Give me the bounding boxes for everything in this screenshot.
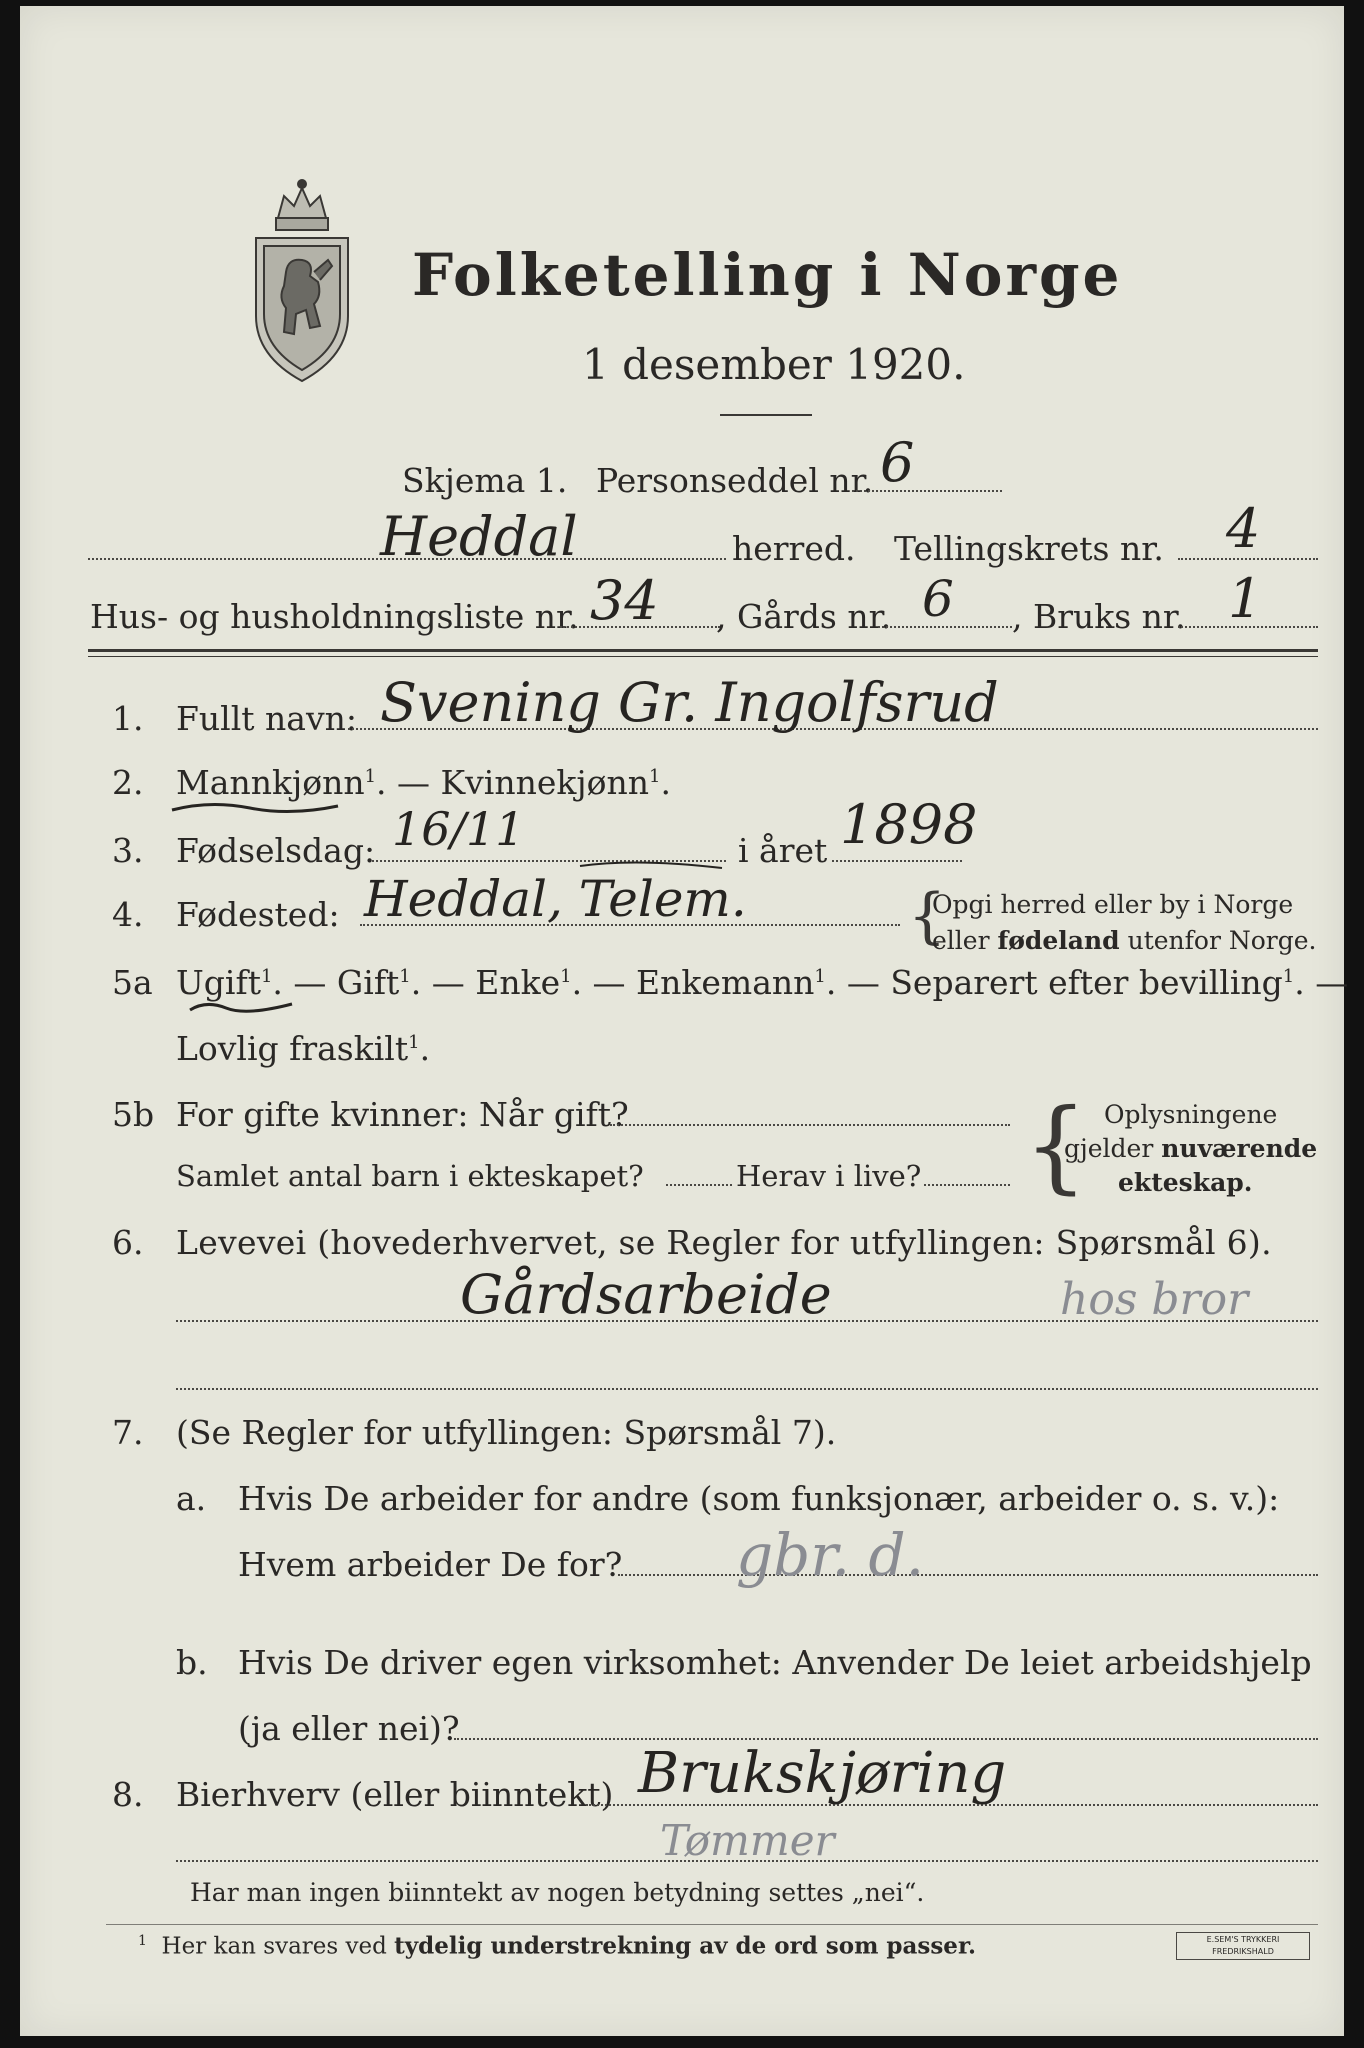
q3-year-line [832, 860, 962, 862]
norwegian-coat-of-arms-icon [248, 176, 356, 386]
herred-value[interactable]: Heddal [380, 505, 578, 568]
q4-label: Fødested: [176, 895, 340, 934]
q5b-children-line [666, 1184, 732, 1186]
q3-number: 3. [112, 831, 144, 870]
q7a-text: Hvis De arbeider for andre (som funksjonær, arbeider o. s. v.): [238, 1479, 1280, 1518]
q8-value[interactable]: Brukskjøring [638, 1741, 1007, 1806]
option-enkemann[interactable]: Enkemann [636, 963, 815, 1002]
option-enke[interactable]: Enke [475, 963, 561, 1002]
printer-stamp: E.SEM'S TRYKKERI FREDRIKSHALD [1176, 1932, 1310, 1960]
skjema-label: Skjema 1. [402, 461, 568, 500]
option-kvinnekjonn[interactable]: Kvinnekjønn [440, 763, 650, 802]
q3-year-label: i året [738, 831, 828, 870]
q6-value[interactable]: Gårdsarbeide [460, 1263, 832, 1326]
q1-label: Fullt navn: [176, 699, 357, 738]
q7a-value[interactable]: gbr. d. [736, 1521, 925, 1589]
tellingskrets-value[interactable]: 4 [1226, 497, 1261, 560]
husliste-value[interactable]: 34 [590, 569, 659, 632]
option-ugift[interactable]: Ugift [176, 963, 261, 1002]
title-divider [720, 414, 812, 416]
q5b-label-children: Samlet antal barn i ekteskapet? [176, 1159, 644, 1193]
footnote: $^1$ Her kan svares ved tydelig understrekning av de ord som passer. [138, 1932, 976, 1960]
census-form [20, 6, 1349, 2036]
q7-number: 7. [112, 1413, 144, 1452]
bruks-value[interactable]: 1 [1228, 567, 1263, 630]
q3-day-value[interactable]: 16/11 [392, 802, 525, 856]
q7b-question: (ja eller nei)? [238, 1709, 460, 1748]
personseddel-label: Personseddel nr. [596, 461, 874, 500]
q4-number: 4. [112, 895, 144, 934]
q4-value[interactable]: Heddal, Telem. [364, 870, 747, 928]
footer-instruction: Har man ingen biinntekt av nogen betydning settes „nei“. [190, 1878, 925, 1907]
q7a-question: Hvem arbeider De for? [238, 1545, 623, 1584]
census-date: 1 desember 1920. [582, 340, 966, 389]
header-divider-top [88, 649, 1318, 652]
q5b-alive-line [924, 1184, 1010, 1186]
q8-label: Bierhverv (eller biinntekt) [176, 1775, 614, 1814]
q8-value-annotation: Tømmer [660, 1816, 835, 1865]
personseddel-line [852, 490, 1002, 492]
q1-number: 1. [112, 699, 144, 738]
q3-label: Fødselsdag: [176, 831, 376, 870]
gards-value[interactable]: 6 [922, 570, 954, 628]
q7a-line [618, 1574, 1318, 1576]
q5b-label-alive: Herav i live? [736, 1159, 922, 1193]
q8-line2 [176, 1860, 1318, 1862]
mannkjonn-underline-mark [170, 798, 340, 818]
gards-label: , Gårds nr. [716, 597, 892, 636]
q5b-number: 5b [112, 1095, 155, 1134]
option-gift[interactable]: Gift [336, 963, 400, 1002]
q5b-label-married: For gifte kvinner: Når gift? [176, 1095, 629, 1134]
q7-label: (Se Regler for utfyllingen: Spørsmål 7). [176, 1413, 837, 1452]
q2-options: Mannkjønn$^1$. — Kvinnekjønn$^1$. [176, 763, 671, 802]
q6-label: Levevei (hovederhvervet, se Regler for utfyllingen: Spørsmål 6). [176, 1223, 1272, 1262]
q5a-options: Ugift$^1$. — Gift$^1$. — Enke$^1$. — Enkemann$^1$. — Separert efter bevilling$^1$. — [176, 963, 1349, 1002]
tellingskrets-label: Tellingskrets nr. [894, 529, 1164, 568]
q6-value-annotation: hos bror [1060, 1274, 1249, 1325]
q1-value[interactable]: Svening Gr. Ingolfsrud [380, 671, 999, 734]
option-separert[interactable]: Separert efter bevilling [890, 963, 1283, 1002]
personseddel-value[interactable]: 6 [880, 431, 915, 494]
husliste-label: Hus- og husholdningsliste nr. [90, 597, 579, 636]
q4-note-line2: eller fødeland utenfor Norge. [932, 926, 1317, 955]
q5b-note-line2: gjelder nuværende [1064, 1134, 1318, 1163]
q3-year-value[interactable]: 1898 [840, 793, 978, 856]
option-mannkjonn[interactable]: Mannkjønn [176, 763, 365, 802]
q8-number: 8. [112, 1775, 144, 1814]
q5b-note-line1: Oplysningene [1104, 1100, 1278, 1129]
q5b-married-line [610, 1124, 1010, 1126]
q5b-note-brace: { [1024, 1087, 1088, 1204]
footnote-divider [106, 1924, 1318, 1925]
q6-line2 [176, 1388, 1318, 1390]
herred-label: herred. [732, 529, 856, 568]
q5b-note-line3: ekteskap. [1118, 1168, 1253, 1197]
q7b-text: Hvis De driver egen virksomhet: Anvender De leiet arbeidshjelp [238, 1643, 1312, 1682]
form-title: Folketelling i Norge [412, 241, 1123, 309]
option-lovlig-fraskilt[interactable]: Lovlig fraskilt$^1$. [176, 1029, 431, 1068]
q4-note-brace: { [908, 881, 947, 951]
header-divider-bottom [88, 656, 1318, 657]
q7b-letter: b. [176, 1643, 208, 1682]
bruks-label: , Bruks nr. [1012, 597, 1186, 636]
ugift-underline-mark [186, 996, 296, 1020]
q6-number: 6. [112, 1223, 144, 1262]
q7a-letter: a. [176, 1479, 207, 1518]
q4-note-line1: Opgi herred eller by i Norge [932, 890, 1294, 919]
q7b-line [454, 1738, 1318, 1740]
q5a-number: 5a [112, 963, 153, 1002]
q2-number: 2. [112, 763, 144, 802]
